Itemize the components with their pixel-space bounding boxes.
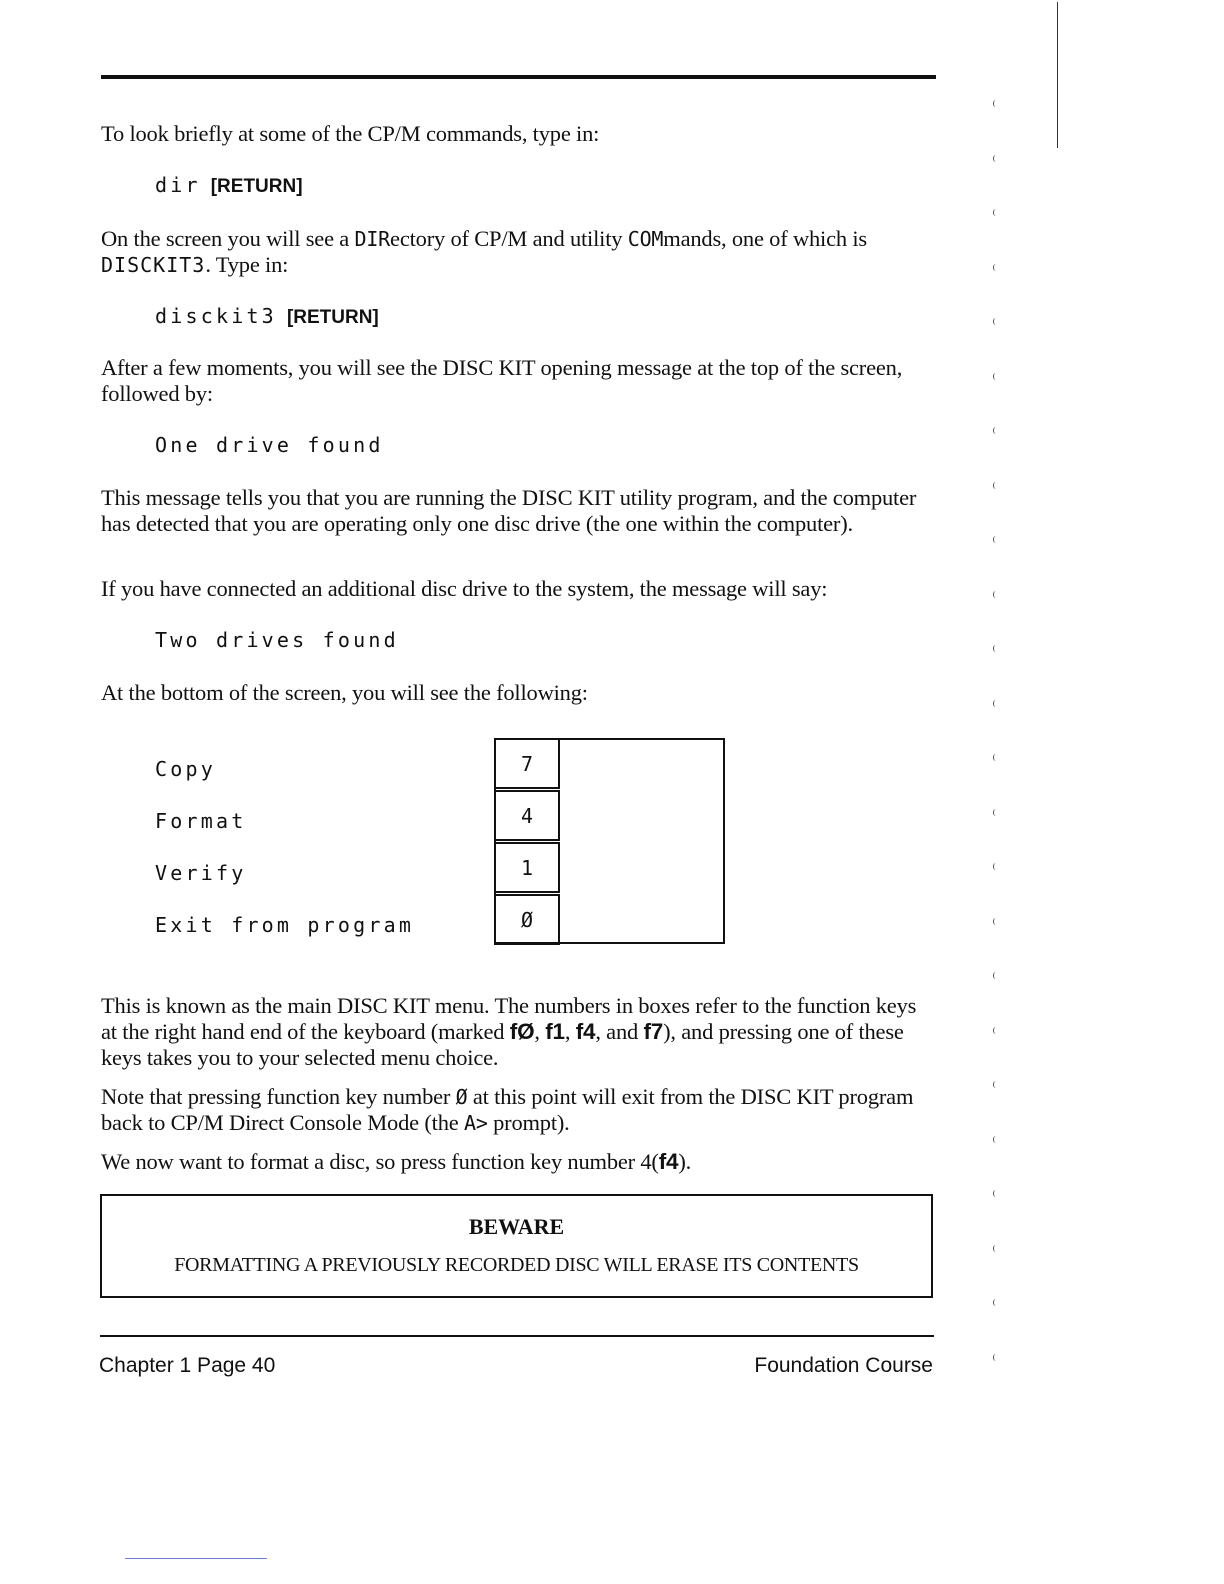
dir-abbrev: DIR xyxy=(354,227,391,251)
margin-tick xyxy=(993,373,996,380)
margin-tick xyxy=(993,591,996,598)
text-span: ectory of CP/M and utility xyxy=(390,226,628,251)
disckit3-name: DISCKIT3 xyxy=(101,253,206,277)
margin-tick xyxy=(993,700,996,707)
footer-course-title: Foundation Course xyxy=(754,1354,933,1377)
screen-bottom-paragraph: At the bottom of the screen, you will see the following: xyxy=(101,680,588,705)
margin-scan-line xyxy=(1057,2,1058,148)
text-span: Note that pressing function key number xyxy=(101,1084,456,1109)
exit-note-paragraph xyxy=(101,1084,936,1136)
text-span: , xyxy=(564,1019,576,1044)
text-span: On the screen you will see a xyxy=(101,226,355,251)
key-f4: f4 xyxy=(575,1019,596,1044)
margin-tick xyxy=(993,645,996,652)
text-span: ), and pressing one of these keys takes you to your selected menu choice. xyxy=(101,1019,904,1070)
menu-explanation-paragraph xyxy=(101,993,936,1071)
margin-tick xyxy=(993,1027,996,1034)
text-span: We now want to format a disc, so press function key number 4( xyxy=(101,1149,659,1174)
command-dir xyxy=(155,172,303,200)
margin-tick xyxy=(993,1299,996,1306)
margin-tick xyxy=(993,809,996,816)
margin-tick xyxy=(993,264,996,271)
function-key-7: 7 xyxy=(494,738,560,789)
menu-item-verify: Verify xyxy=(155,861,247,885)
key-f0: fØ xyxy=(509,1019,535,1044)
margin-tick xyxy=(993,100,996,107)
bottom-scan-artifact xyxy=(125,1558,267,1559)
margin-tick xyxy=(993,209,996,216)
key-f7: f7 xyxy=(643,1019,664,1044)
text-span: . Type in: xyxy=(205,252,289,277)
warning-text: FORMATTING A PREVIOUSLY RECORDED DISC WILL ERASE ITS CONTENTS xyxy=(174,1254,859,1276)
cpm-prompt: A> xyxy=(463,1111,488,1135)
intro-text: To look briefly at some of the CP/M commands, type in: xyxy=(101,121,600,146)
margin-tick xyxy=(993,863,996,870)
command-text: dir xyxy=(155,173,201,197)
format-instruction-paragraph xyxy=(101,1149,936,1175)
warning-box xyxy=(100,1194,933,1298)
margin-tick xyxy=(993,318,996,325)
margin-tick xyxy=(993,1245,996,1252)
margin-tick xyxy=(993,918,996,925)
function-key-4: 4 xyxy=(494,790,560,841)
text-span: mands, one of which is xyxy=(663,226,867,251)
text-span: , and xyxy=(595,1019,644,1044)
warning-title: BEWARE xyxy=(468,1214,565,1239)
top-rule xyxy=(101,75,936,79)
key-f1: f1 xyxy=(545,1019,565,1044)
key-zero: Ø xyxy=(455,1085,468,1109)
margin-tick xyxy=(993,536,996,543)
command-disckit3 xyxy=(155,303,379,331)
function-key-0: Ø xyxy=(494,894,560,945)
text-span: This is known as the main DISC KIT menu. The numbers in boxes refer to the function keys at the right hand end of the keyboard (marked xyxy=(101,993,917,1044)
opening-message-paragraph: After a few moments, you will see the DISC KIT opening message at the top of the screen, followed by: xyxy=(101,355,903,406)
text-span: at this point will exit from the DISC KIT program back to CP/M Direct Console Mode (the xyxy=(101,1084,914,1135)
directory-paragraph xyxy=(101,226,936,278)
margin-tick xyxy=(993,754,996,761)
text-span: , xyxy=(534,1019,546,1044)
footer-chapter-page: Chapter 1 Page 40 xyxy=(99,1354,276,1377)
menu-item-copy: Copy xyxy=(155,757,216,781)
return-key-label: [RETURN] xyxy=(210,176,303,197)
function-key-1: 1 xyxy=(494,842,560,893)
two-drives-message: Two drives found xyxy=(155,628,399,652)
program-explanation-paragraph: This message tells you that you are running the DISC KIT utility program, and the computer has detected that you are operating only one disc drive (the one within the computer). xyxy=(101,485,917,536)
command-text: disckit3 xyxy=(155,304,277,328)
margin-tick xyxy=(993,972,996,979)
margin-tick xyxy=(993,427,996,434)
return-key-label: [RETURN] xyxy=(286,307,379,328)
menu-item-exit: Exit from program xyxy=(155,913,415,937)
text-span: prompt). xyxy=(487,1110,570,1135)
margin-tick xyxy=(993,482,996,489)
margin-tick xyxy=(993,155,996,162)
margin-tick xyxy=(993,1190,996,1197)
margin-tick xyxy=(993,1136,996,1143)
com-abbrev: COM xyxy=(627,227,664,251)
key-f4: f4 xyxy=(658,1149,679,1174)
one-drive-message: One drive found xyxy=(155,433,384,457)
margin-tick xyxy=(993,1354,996,1361)
footer-rule xyxy=(100,1335,934,1337)
margin-tick xyxy=(993,1081,996,1088)
text-span: ). xyxy=(678,1149,692,1174)
additional-drive-paragraph: If you have connected an additional disc drive to the system, the message will say: xyxy=(101,576,828,601)
menu-item-format: Format xyxy=(155,809,247,833)
